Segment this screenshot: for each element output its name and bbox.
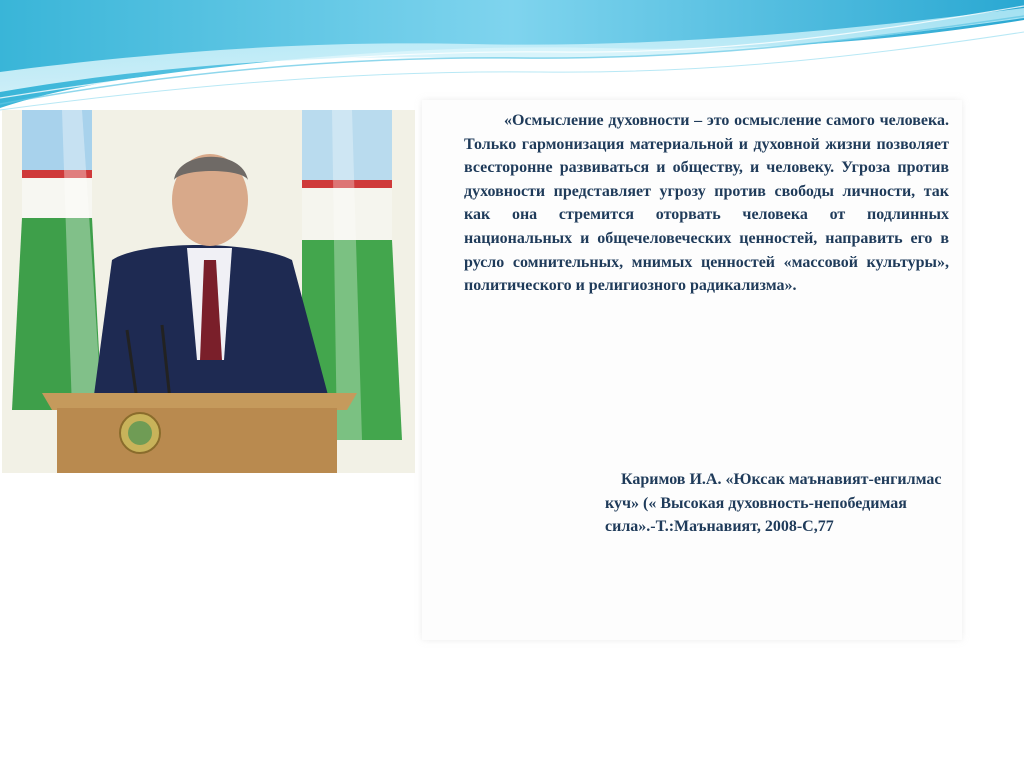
- citation-text: Каримов И.А. «Юксак маънавият-енгилмас куч» (« Высокая духовность-непобедимая сила».-Т.:Маънавият, 2008-С,77: [605, 471, 942, 536]
- header-wave-decoration: [0, 0, 1024, 115]
- quote-text: «Осмысление духовности – это осмысление самого человека. Только гармонизация материальной и духовной жизни позволяет всесторонне развиваться и обществу, и человеку. Угроза против духовности представляет угрозу против свободы личности, так как она стремится оторвать человека от подлинных национальных и общечеловеческих ценностей, направить его в русло сомнительных, мнимых ценностей «массовой культуры», политического и религиозного радикализма».: [464, 112, 949, 295]
- speaker-photo: [2, 110, 415, 473]
